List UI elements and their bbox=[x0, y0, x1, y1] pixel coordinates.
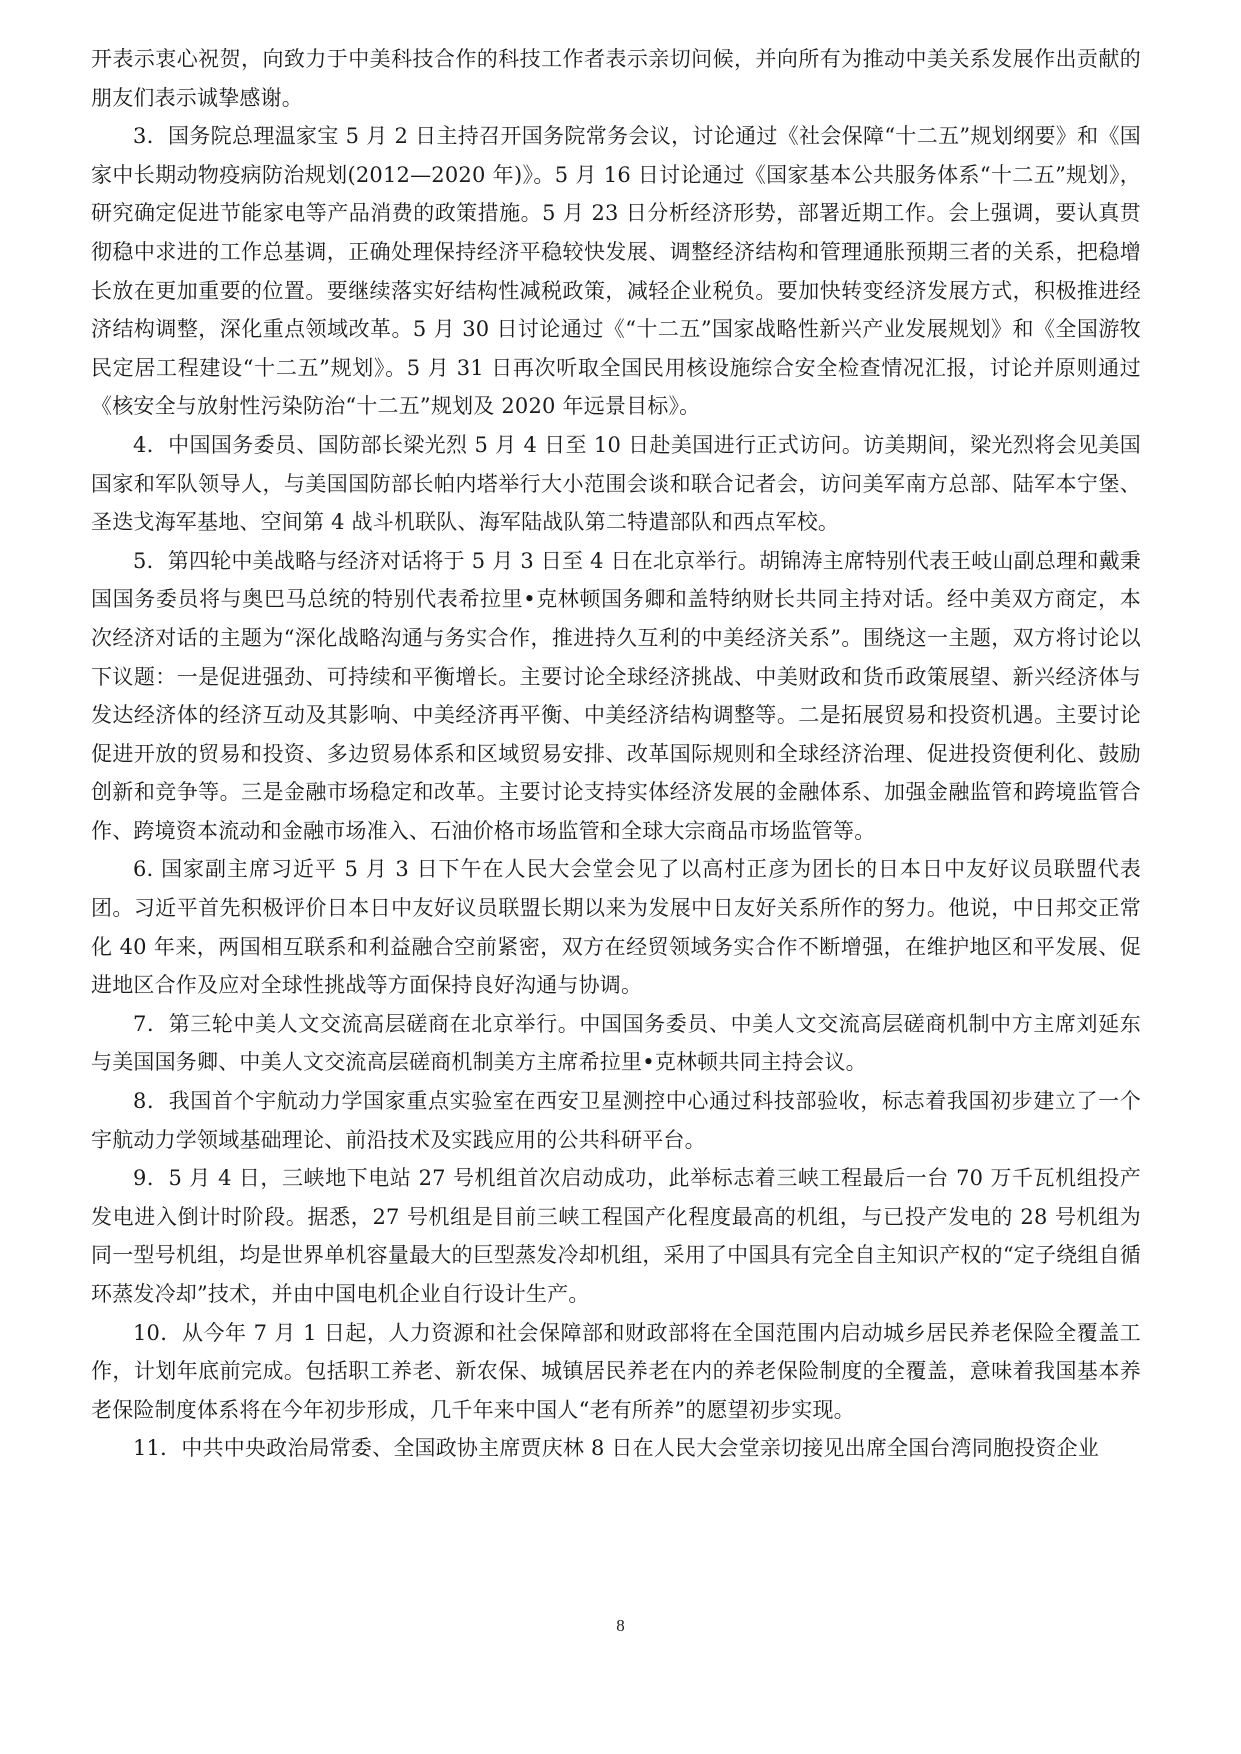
paragraph-item-5: 5．第四轮中美战略与经济对话将于 5 月 3 日至 4 日在北京举行。胡锦涛主席特别代表王岐山副总理和戴秉国国务委员将与奥巴马总统的特别代表希拉里•克林顿国务卿和盖特纳财长共同主持对话。经中美双方商定，本次经济对话的主题为“深化战略沟通与务实合作，推进持久互利的中美经济关系”。围绕这一主题，双方将讨论以下议题：一是促进强劲、可持续和平衡增长。主要讨论全球经济挑战、中美财政和货币政策展望、新兴经济体与发达经济体的经济互动及其影响、中美经济再平衡、中美经济结构调整等。二是拓展贸易和投资机遇。主要讨论促进开放的贸易和投资、多边贸易体系和区域贸易安排、改革国际规则和全球经济治理、促进投资便利化、鼓励创新和竞争等。三是金融市场稳定和改革。主要讨论支持实体经济发展的金融体系、加强金融监管和跨境监管合作、跨境资本流动和金融市场准入、石油价格市场监管和全球大宗商品市场监管等。 bbox=[91, 548, 1141, 843]
paragraph-item-9: 9．5 月 4 日，三峡地下电站 27 号机组首次启动成功，此举标志着三峡工程最后一台 70 万千瓦机组投产发电进入倒计时阶段。据悉，27 号机组是目前三峡工程国产化程度最高的机组，与已投产发电的 28 号机组为同一型号机组，均是世界单机容量最大的巨型蒸发冷却机组，采用了中国具有完全自主知识产权的“定子绕组自循环蒸发冷却”技术，并由中国电机企业自行设计生产。 bbox=[91, 1166, 1141, 1306]
paragraph-item-8: 8．我国首个宇航动力学国家重点实验室在西安卫星测控中心通过科技部验收，标志着我国初步建立了一个宇航动力学领域基础理论、前沿技术及实践应用的公共科研平台。 bbox=[91, 1089, 1141, 1152]
paragraph-continuation: 开表示衷心祝贺，向致力于中美科技合作的科技工作者表示亲切问候，并向所有为推动中美关系发展作出贡献的朋友们表示诚挚感谢。 bbox=[91, 47, 1141, 110]
paragraph-item-3: 3．国务院总理温家宝 5 月 2 日主持召开国务院常务会议，讨论通过《社会保障“十二五”规划纲要》和《国家中长期动物疫病防治规划(2012—2020 年)》。5 月 16 日讨论通过《国家基本公共服务体系“十二五”规划》，研究确定促进节能家电等产品消费的政策措施。5 月 23 日分析经济形势，部署近期工作。会上强调，要认真贯彻稳中求进的工作总基调，正确处理保持经济平稳较快发展、调整经济结构和管理通胀预期三者的关系，把稳增长放在更加重要的位置。要继续落实好结构性减税政策，减轻企业税负。要加快转变经济发展方式，积极推进经济结构调整，深化重点领域改革。5 月 30 日讨论通过《“十二五”国家战略性新兴产业发展规划》和《全国游牧民定居工程建设“十二五”规划》。5 月 31 日再次听取全国民用核设施综合安全检查情况汇报，讨论并原则通过《核安全与放射性污染防治“十二五”规划及 2020 年远景目标》。 bbox=[91, 124, 1141, 419]
paragraph-item-11: 11．中共中央政治局常委、全国政协主席贾庆林 8 日在人民大会堂亲切接见出席全国台湾同胞投资企业 bbox=[133, 1436, 1100, 1461]
paragraph-item-7: 7．第三轮中美人文交流高层磋商在北京举行。中国国务委员、中美人文交流高层磋商机制中方主席刘延东与美国国务卿、中美人文交流高层磋商机制美方主席希拉里•克林顿共同主持会议。 bbox=[91, 1011, 1141, 1075]
document-body bbox=[91, 40, 1141, 1468]
paragraph-item-10: 10．从今年 7 月 1 日起，人力资源和社会保障部和财政部将在全国范围内启动城乡居民养老保险全覆盖工作，计划年底前完成。包括职工养老、新农保、城镇居民养老在内的养老保险制度的全覆盖，意味着我国基本养老保险制度体系将在今年初步形成，几千年来中国人“老有所养”的愿望初步实现。 bbox=[91, 1320, 1141, 1422]
paragraph-item-4: 4．中国国务委员、国防部长梁光烈 5 月 4 日至 10 日赴美国进行正式访问。访美期间，梁光烈将会见美国国家和军队领导人，与美国国防部长帕内塔举行大小范围会谈和联合记者会，访问美军南方总部、陆军本宁堡、圣迭戈海军基地、空间第 4 战斗机联队、海军陆战队第二特遣部队和西点军校。 bbox=[91, 432, 1141, 535]
page-number: 8 bbox=[616, 1616, 625, 1635]
paragraph-item-6: 6. 国家副主席习近平 5 月 3 日下午在人民大会堂会见了以高村正彦为团长的日本日中友好议员联盟代表团。习近平首先积极评价日本日中友好议员联盟长期以来为发展中日友好关系所作的努力。他说，中日邦交正常化 40 年来，两国相互联系和利益融合空前紧密，双方在经贸领域务实合作不断增强，在维护地区和平发展、促进地区合作及应对全球性挑战等方面保持良好沟通与协调。 bbox=[91, 857, 1141, 998]
